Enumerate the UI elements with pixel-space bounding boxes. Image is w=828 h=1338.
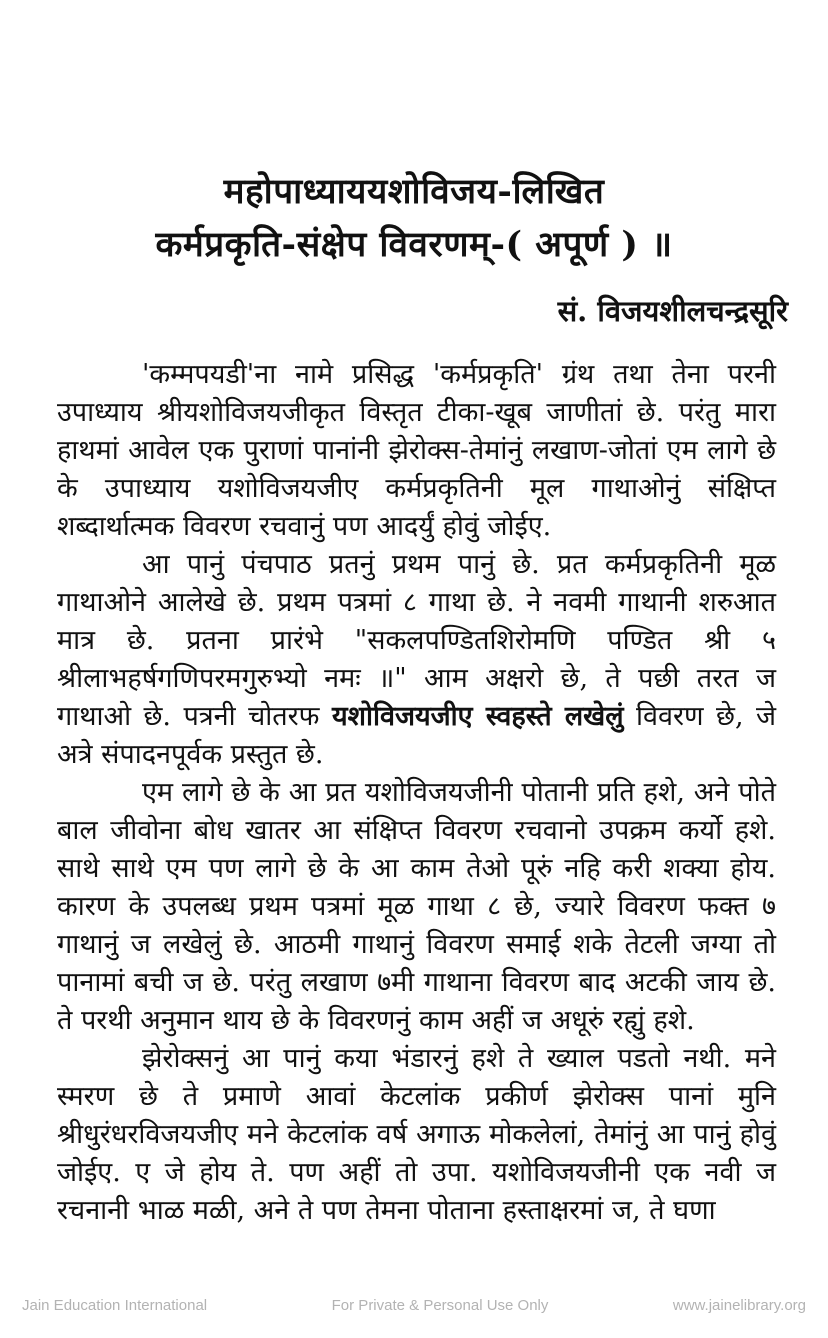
document-body bbox=[0, 356, 828, 1230]
paragraph-4: झेरोक्सनुं आ पानुं कया भंडारनुं हशे ते ख्याल पडतो नथी. मने स्मरण छे ते प्रमाणे आवां केटलांक प्रकीर्ण झेरोक्स पानां मुनि श्रीधुरंधरविजयजीए मने केटलांक वर्ष अगाऊ मोकलेलां, तेमांनुं आ पानुं होवुं जोईए. ए जे होय ते. पण अहीं तो उपा. यशोविजयजीनी एक नवी ज रचनानी भाळ मळी, अने ते पण तेमना पोताना हस्ताक्षरमां ज, ते घणा bbox=[57, 1043, 776, 1226]
editor-name: सं. विजयशीलचन्द्रसूरि bbox=[557, 294, 788, 328]
footer-publisher: Jain Education International bbox=[22, 1297, 208, 1314]
paragraph-2 bbox=[57, 546, 776, 774]
paragraph-2-text-end: विवरण छे, जे अत्रे संपादनपूर्वक प्रस्तुत छे. bbox=[57, 701, 776, 770]
title-line-2: कर्मप्रकृति-संक्षेप विवरणम्-( अपूर्ण ) ॥ bbox=[155, 224, 673, 265]
footer-usage-note: For Private & Personal Use Only bbox=[331, 1297, 549, 1314]
footer-website: www.jainelibrary.org bbox=[672, 1297, 806, 1314]
paragraph-1: 'कम्मपयडी'ना नामे प्रसिद्ध 'कर्मप्रकृति' ग्रंथ तथा तेना परनी उपाध्याय श्रीयशोविजयजीकृत विस्तृत टीका-खूब जाणीतां छे. परंतु मारा हाथमां आवेल एक पुराणां पानांनी झेरोक्स-तेमांनुं लखाण-जोतां एम लागे छे के उपाध्याय यशोविजयजीए कर्मप्रकृतिनी मूल गाथाओनुं संक्षिप्त शब्दार्थात्मक विवरण रचवानुं पण आदर्युं होवुं जोईए. bbox=[57, 359, 776, 542]
title-line-1: महोपाध्याययशोविजय-लिखित bbox=[223, 171, 605, 212]
scan-footer bbox=[0, 1297, 828, 1314]
paragraph-2-bold-phrase: यशोविजयजीए स्वहस्ते लखेलुं bbox=[331, 701, 624, 732]
paragraph-3: एम लागे छे के आ प्रत यशोविजयजीनी पोतानी प्रति हशे, अने पोते बाल जीवोना बोध खातर आ संक्षिप्त विवरण रचवानो उपक्रम कर्यो हशे. साथे साथे एम पण लागे छे के आ काम तेओ पूरुं नहि करी शक्या होय. कारण के उपलब्ध प्रथम पत्रमां मूळ गाथा ८ छे, ज्यारे विवरण फक्त ७ गाथानुं ज लखेलुं छे. आठमी गाथानुं विवरण समाई शके तेटली जग्या तो पानामां बची ज छे. परंतु लखाण ७मी गाथाना विवरण बाद अटकी जाय छे. ते परथी अनुमान थाय छे के विवरणनुं काम अहीं ज अधूरुं रह्युं हशे. bbox=[57, 777, 776, 1036]
paragraph-2-text: आ पानुं पंचपाठ प्रतनुं प्रथम पानुं छे. प्रत कर्मप्रकृतिनी मूळ गाथाओने आलेखे छे. प्रथम पत्रमां ८ गाथा छे. ने नवमी गाथानी शरुआत मात्र छे. प्रतना प्रारंभे "सकलपण्डितशिरोमणि पण्डित श्री ५ श्रीलाभहर्षगणिपरमगुरुभ्यो नमः ॥" आम अक्षरो छे, ते पछी तरत ज गाथाओ छे. पत्रनी चोतरफ bbox=[57, 549, 776, 732]
document-title bbox=[0, 0, 828, 271]
